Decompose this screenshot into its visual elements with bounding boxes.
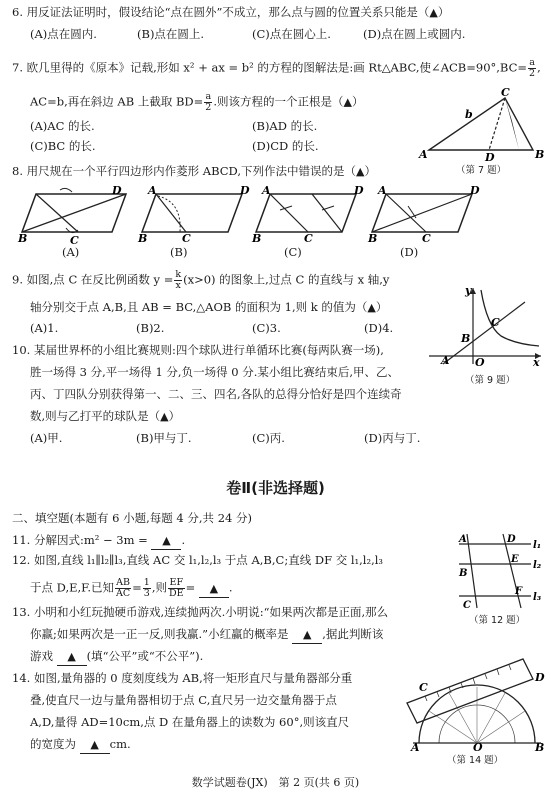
q9-hyperbola-figure [425, 284, 545, 366]
svg-text:A: A [411, 741, 420, 751]
svg-text:A: A [419, 148, 428, 161]
q10-option-d: (D)丙与丁. [364, 431, 421, 445]
svg-text:F: F [515, 586, 523, 597]
q9-line1: 9. 如图,点 C 在反比例函数 y = $\frac{k}{x}$ (x>0) 的图象上,过点 C 的直线与 x 轴,y [12, 269, 390, 291]
q7-figure-caption: （第 7 题） [456, 165, 507, 176]
svg-text:D: D [470, 186, 480, 197]
q14-protractor-figure [405, 655, 547, 751]
q9-line2: 轴分别交于点 A,B,且 AB = BC,△AOB 的面积为 1,则 k 的值为（▲） [30, 300, 388, 314]
q7-line1: 7. 欧几里得的《原本》记载,形如 x² + ax = b² 的方程的图解法是:画 Rt△ABC,使∠ACB=90°,BC= $\frac{a}{2}$ , [12, 57, 541, 79]
q7-option-c: (C)BC 的长. [30, 139, 96, 153]
q14-line4: 的宽度为 ▲ cm. [30, 736, 131, 754]
answer-triangle: ▲ [429, 6, 438, 19]
q8-option-a: (A) [62, 245, 80, 259]
q12-figure-caption: （第 12 题） [469, 615, 526, 626]
q10-line3: 丙、丁四队分别获得第一、二、三、四名,各队的总得分恰好是四个连续奇 [30, 387, 402, 401]
q14-figure-caption: （第 14 题） [447, 755, 504, 766]
svg-text:l₂: l₂ [533, 560, 542, 571]
q6-option-d: (D)点在圆上或圆内. [363, 27, 466, 41]
svg-text:C: C [182, 232, 191, 245]
q13-line1: 13. 小明和小红玩抛硬币游戏,连续抛两次.小明说:“如果两次都是正面,那么 [12, 605, 389, 619]
q8-option-c: (C) [284, 245, 302, 259]
svg-text:C: C [422, 232, 431, 245]
svg-text:D: D [112, 186, 122, 197]
svg-text:D: D [535, 671, 545, 684]
svg-text:C: C [463, 600, 471, 611]
q10-option-b: (B)甲与丁. [136, 431, 192, 445]
q9-option-c: (C)3. [252, 321, 281, 335]
svg-text:y: y [465, 284, 472, 297]
q12-line2: 于点 D,E,F.已知 $\frac{AB}{AC}$ = $\frac{1}{3}$ ,则 $\frac{EF}{DE}$ = ▲ . [30, 577, 233, 599]
q8-option-b: (B) [170, 245, 188, 259]
q9-figure-caption: （第 9 题） [465, 375, 516, 386]
svg-text:D: D [240, 186, 250, 197]
section-title: 卷Ⅱ(非选择题) [226, 479, 325, 497]
q9-option-b: (B)2. [136, 321, 165, 335]
svg-text:B: B [461, 332, 471, 345]
svg-text:C: C [501, 86, 510, 99]
q12-parallel-lines-figure [455, 532, 545, 612]
q13-line2: 你赢;如果两次是一正一反,则我赢.”小红赢的概率是 ▲ ,据此判断该 [30, 626, 383, 644]
svg-text:C: C [304, 232, 313, 245]
page-footer: 数学试题卷(JX) 第 2 页(共 6 页) [191, 776, 360, 789]
q6-stem: 6. 用反证法证明时，假设结论“点在圆外”不成立，那么点与圆的位置关系只能是（▲） [12, 5, 450, 19]
q14-line3: A,D,量得 AD=10cm,点 D 在量角器上的读数为 60°,则该直尺 [30, 715, 350, 729]
q6-option-b: (B)点在圆上. [137, 27, 205, 41]
svg-text:O: O [475, 356, 485, 366]
svg-text:A: A [262, 186, 271, 197]
svg-text:B: B [368, 232, 378, 245]
q6-option-a: (A)点在圆内. [30, 27, 97, 41]
svg-text:B: B [459, 568, 468, 579]
q7-triangle-figure [415, 86, 545, 166]
q8-parallelogram-figures [16, 186, 536, 248]
svg-text:A: A [459, 534, 467, 545]
svg-text:D: D [354, 186, 364, 197]
q7-option-a: (A)AC 的长. [30, 119, 95, 133]
svg-text:D: D [485, 151, 495, 164]
svg-text:A: A [148, 186, 157, 197]
svg-text:b: b [465, 108, 473, 121]
svg-text:E: E [511, 554, 519, 565]
q10-option-a: (A)甲. [30, 431, 63, 445]
q11-text: 11. 分解因式:m² − 3m = ▲ . [12, 532, 185, 550]
q14-line1: 14. 如图,量角器的 0 度刻度线为 AB,将一矩形直尺与量角器部分重 [12, 671, 353, 685]
svg-text:B: B [535, 741, 545, 751]
svg-text:l₃: l₃ [533, 592, 542, 603]
svg-text:C: C [70, 234, 79, 247]
svg-text:B: B [18, 232, 28, 245]
svg-text:l₁: l₁ [533, 540, 542, 551]
q13-line3: 游戏 ▲ (填“公平”或“不公平”). [30, 648, 203, 666]
svg-text:B: B [252, 232, 262, 245]
svg-text:B: B [535, 148, 545, 161]
svg-text:A: A [441, 354, 450, 366]
q14-line2: 叠,使直尺一边与量角器相切于点 C,直尺另一边交量角器于点 [30, 693, 337, 707]
q7-option-b: (B)AD 的长. [252, 119, 318, 133]
fill-in-header: 二、填空题(本题有 6 小题,每题 4 分,共 24 分) [12, 511, 252, 525]
q10-line4: 数,则与乙打平的球队是（▲） [30, 409, 181, 423]
svg-text:D: D [507, 534, 516, 545]
q9-option-a: (A)1. [30, 321, 59, 335]
svg-text:x: x [533, 356, 540, 366]
q10-line1: 10. 某届世界杯的小组比赛规则:四个球队进行单循环比赛(每两队赛一场), [12, 343, 384, 357]
q7-line2: AC=b,再在斜边 AB 上截取 BD= $\frac{a}{2}$ .则该方程的一个正根是（▲） [30, 91, 364, 113]
q10-option-c: (C)丙. [252, 431, 285, 445]
q8-option-d: (D) [400, 245, 419, 259]
q9-option-d: (D)4. [364, 321, 394, 335]
q12-line1: 12. 如图,直线 l₁∥l₂∥l₃,直线 AC 交 l₁,l₂,l₃ 于点 A,B,C;直线 DF 交 l₁,l₂,l₃ [12, 553, 384, 567]
q8-stem: 8. 用尺规在一个平行四边形内作菱形 ABCD,下列作法中错误的是（▲） [12, 164, 376, 178]
q7-option-d: (D)CD 的长. [252, 139, 319, 153]
svg-text:C: C [491, 316, 500, 329]
svg-text:B: B [138, 232, 148, 245]
svg-text:A: A [378, 186, 387, 197]
svg-text:O: O [473, 741, 483, 751]
svg-text:C: C [419, 681, 428, 694]
q6-option-c: (C)点在圆心上. [252, 27, 331, 41]
q10-line2: 胜一场得 3 分,平一场得 1 分,负一场得 0 分.某小组比赛结束后,甲、乙、 [30, 365, 400, 379]
